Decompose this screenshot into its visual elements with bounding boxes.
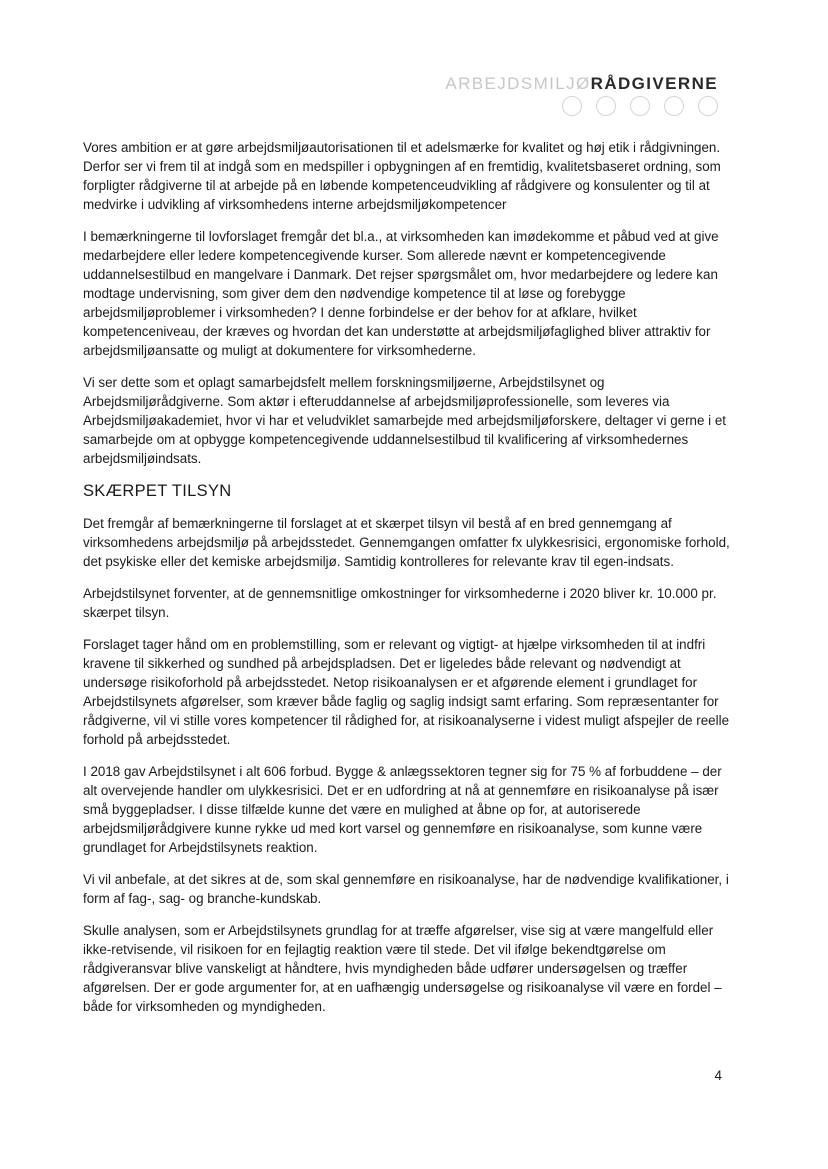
document-body <box>83 138 733 1029</box>
paragraph-analysis: Skulle analysen, som er Arbejdstilsynets grundlag for at træffe afgørelser, vise sig at være mangelfuld eller ikke-retvisende, vil risikoen for en fejlagtig reaktion være til stede. Det vil ifølge bekendtgørelse om rådgiveransvar blive vanskeligt at håndtere, hvis myndigheden både udfører undersøgelsen og træffer afgørelsen. Der er gode argumenter for, at en uafhængig undersøgelse og risikoanalyse vil være en fordel – både for virksomheden og myndigheden. <box>83 923 722 1014</box>
paragraph-remarks: I bemærkningerne til lovforslaget fremgår det bl.a., at virksomheden kan imødekomme et påbud ved at give medarbejdere eller ledere kompetencegivende kurser. Som allerede nævnt er kompetencegivende uddannelsestilbud en mangelvare i Danmark. Det rejser spørgsmålet om, hvor medarbejdere og ledere kan modtage undervisning, som giver dem den nødvendige kompetence til at løse og forebygge arbejdsmiljøproblemer i virksomheden? I denne forbindelse er der behov for at afklare, hvilket kompetenceniveau, der kræves og hvordan det kan understøtte at arbejdsmiljøfaglighed bliver attraktiv for arbejdsmiljøansatte og muligt at dokumentere for virksomhederne. <box>83 229 719 358</box>
paragraph-ambition: Vores ambition er at gøre arbejdsmiljøautorisationen til et adelsmærke for kvalitet og høj etik i rådgivningen. Derfor ser vi frem til at indgå som en medspiller i opbygningen af en fremtidig, kvalitetsbaseret ordning, som forpligter rådgiverne til at arbejde på en løbende kompetenceudvikling af rådgivere og konsulenter og til at medvirke i udvikling af virksomhedens interne arbejdsmiljøkompetencer <box>83 140 721 212</box>
logo-circle-icon <box>596 96 616 116</box>
paragraph-collaboration: Vi ser dette som et oplagt samarbejdsfelt mellem forskningsmiljøerne, Arbejdstilsynet og Arbejdsmiljørådgiverne. Som aktør i efteruddannelse af arbejdsmiljøprofessionelle, som leveres via Arbejdsmiljøakademiet, hvor vi har et veludviklet samarbejde med arbejdsmiljøforskere, deltager vi gerne i et samarbejde om at opbygge kompetencegivende uddannelsestilbud til kvalificering af virksomhedernes arbejdsmiljøindsats. <box>83 375 727 466</box>
organization-logo <box>445 74 718 116</box>
logo-wordmark <box>445 74 718 94</box>
logo-text-light: ARBEJDSMILJØ <box>445 74 591 93</box>
paragraph-costs: Arbejdstilsynet forventer, at de gennemsnitlige omkostninger for virksomhederne i 2020 bliver kr. 10.000 pr. skærpet tilsyn. <box>83 586 717 620</box>
paragraph-proposal: Forslaget tager hånd om en problemstilling, som er relevant og vigtigt- at hjælpe virksomheden til at indfri kravene til sikkerhed og sundhed på arbejdspladsen. Det er ligeledes både relevant og nødvendigt at undersøge risikoforhold på arbejdsstedet. Netop risikoanalysen er et afgørende element i grundlaget for Arbejdstilsynets afgørelser, som kræver både faglig og saglig indsigt samt erfaring. Som repræsentanter for rådgiverne, vil vi stille vores kompetencer til rådighed for, at risikoanalyserne i videst muligt afspejler de reelle forhold på arbejdsstedet. <box>83 637 730 747</box>
logo-circle-icon <box>698 96 718 116</box>
section-heading: SKÆRPET TILSYN <box>83 482 232 500</box>
logo-circles <box>445 96 718 116</box>
logo-circle-icon <box>630 96 650 116</box>
page-number: 4 <box>714 1068 722 1083</box>
paragraph-inspection: Det fremgår af bemærkningerne til forslaget at et skærpet tilsyn vil bestå af en bred gennemgang af virksomhedens arbejdsmiljø på arbejdsstedet. Gennemgangen omfatter fx ulykkesrisici, ergonomiske forhold, det psykiske eller det kemiske arbejdsmiljø. Samtidig kontrolleres for relevante krav til egen-indsats. <box>83 516 730 569</box>
paragraph-recommendation: Vi vil anbefale, at det sikres at de, som skal gennemføre en risikoanalyse, har de nødvendige kvalifikationer, i form af fag-, sag- og branche-kundskab. <box>83 872 729 906</box>
logo-circle-icon <box>562 96 582 116</box>
logo-circle-icon <box>664 96 684 116</box>
logo-text-dark: RÅDGIVERNE <box>590 74 718 93</box>
paragraph-prohibitions: I 2018 gav Arbejdstilsynet i alt 606 forbud. Bygge & anlægssektoren tegner sig for 75 % af forbuddene – der alt overvejende handler om ulykkesrisici. Det er en udfordring at nå at gennemføre en risikoanalyse på især små byggepladser. I disse tilfælde kunne det være en mulighed at åbne op for, at autoriserede arbejdsmiljørådgivere kunne rykke ud med kort varsel og gennemføre en risikoanalyse, som kunne være grundlaget for Arbejdstilsynets reaktion. <box>83 764 722 855</box>
